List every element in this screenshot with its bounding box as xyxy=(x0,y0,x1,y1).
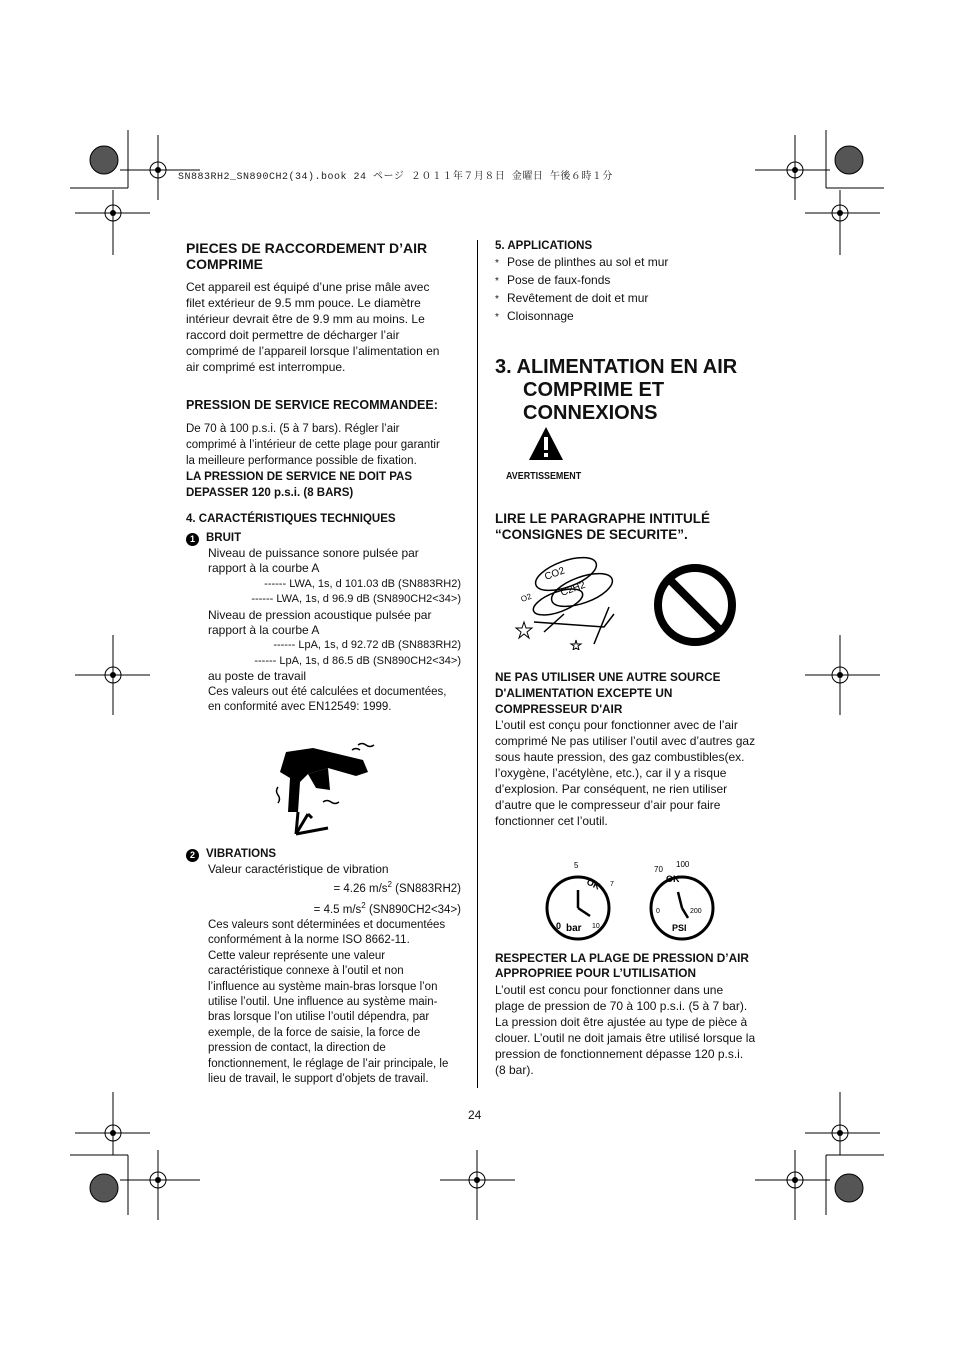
vibrations-heading: 2 VIBRATIONS xyxy=(186,846,461,862)
nailer-vibration-illustration xyxy=(268,742,378,844)
svg-text:5: 5 xyxy=(574,861,579,870)
list-item: * Pose de faux-fonds xyxy=(495,273,611,287)
chapter-title: 3. ALIMENTATION EN AIR COMPRIME ET CONNEXIONS xyxy=(495,356,738,424)
pressure-gauge-psi-icon xyxy=(648,856,728,946)
number-two-badge: 2 xyxy=(186,849,199,862)
svg-text:200: 200 xyxy=(690,908,702,915)
warning-label: AVERTISSEMENT xyxy=(506,470,582,482)
nepas-title: NE PAS UTILISER UNE AUTRE SOURCE D'ALIMENTATION EXCEPTE UN COMPRESSEUR D'AIR xyxy=(495,670,721,716)
svg-text:O2: O2 xyxy=(519,591,533,604)
prohibition-icon xyxy=(652,562,738,648)
vibrations-block xyxy=(186,846,461,1087)
svg-text:bar: bar xyxy=(566,923,582,934)
gas-cylinders-illustration xyxy=(514,552,622,650)
applications-list xyxy=(495,254,775,326)
vibrations-details: Valeur caractéristique de vibration = 4.26 $m/s^2$ (SN883RH2) = 4.5 $m/s^2$ (SN890CH2<34>) Ces valeurs sont déterminées et documentées conformément à la norme ISO 8662-11. Cette valeur représente une valeur caractéristique connexe à l’outil et non l’influence au système main-bras lorsque l’on utilise l’outil. Une influence au système main- bras lorsque l’on utilise l’outil dépendra, par exemple, de la force de saisie, la force de pression de contact, la direction de fonctionnement, le réglage de l’air principale, le lieu de travail, le support d’objets de travail. xyxy=(208,862,461,1085)
warning-triangle-icon xyxy=(526,424,566,464)
respect-title: RESPECTER LA PLAGE DE PRESSION D’AIR APPROPRIEE POUR L’UTILISATION xyxy=(495,951,749,980)
right-column xyxy=(495,238,775,425)
svg-text:7: 7 xyxy=(610,881,614,888)
svg-text:PSI: PSI xyxy=(672,923,687,933)
svg-text:CO2: CO2 xyxy=(543,565,567,583)
column-divider xyxy=(477,240,478,1088)
svg-text:70: 70 xyxy=(654,865,663,874)
pressure-gauge-bar-icon xyxy=(540,856,620,946)
svg-text:100: 100 xyxy=(676,860,690,869)
bruit-details: Niveau de puissance sonore pulsée par rapport à la courbe A ------ LWA, 1s, d 101.03 dB (SN883RH2) ------ LWA, 1s, d 96.9 dB (SN890CH2<34>) Niveau de pression acoustique pulsée par rapport à la courbe A ------ LpA, 1s, d 92.72 dB (SN883RH2) ------ LpA, 1s, d 86.5 dB (SN890CH2<34>) au poste de travail Ces valeurs out été calculées et documentées, en conformité avec EN12549: 1999. xyxy=(208,546,461,714)
list-item: * Cloisonnage xyxy=(495,309,574,323)
pression-body: De 70 à 100 p.s.i. (5 à 7 bars). Régler l’air comprimé à l’intérieur de cette plage pour garantir la meilleure performance possible de fixation. xyxy=(186,423,440,467)
svg-text:0: 0 xyxy=(656,908,660,915)
raccordement-body: Cet appareil est équipé d’une prise mâle avec filet extérieur de 9.5 mm pouce. Le diamètre intérieur devrait être de 9.9 mm au moins. Le raccord doit permettre de décharger l’air comprimé de l’appareil lorsque l’alimentation en air comprimé est interrompue. xyxy=(186,280,440,374)
svg-text:10: 10 xyxy=(592,923,600,930)
section-title-raccordement: PIECES DE RACCORDEMENT D’AIR COMPRIME xyxy=(186,240,428,272)
applications-title: 5. APPLICATIONS xyxy=(495,240,593,252)
svg-text:OK: OK xyxy=(585,876,602,892)
number-one-badge: 1 xyxy=(186,533,199,546)
respect-body: L’outil est concu pour fonctionner dans une plage de pression de 70 à 100 p.s.i. (5 à 7 bar). La pression doit être ajustée au type de pièce à clouer. L’outil ne doit jamais être utilisé lorsque la pression de fonctionnement dépasse 120 p.s.i. (8 bar). xyxy=(495,983,756,1077)
bruit-heading: 1 BRUIT xyxy=(186,530,461,546)
section-title-pression: PRESSION DE SERVICE RECOMMANDEE: xyxy=(186,398,438,412)
section-title-caracteristiques: 4. CARACTÉRISTIQUES TECHNIQUES xyxy=(186,513,396,525)
pression-warning: LA PRESSION DE SERVICE NE DOIT PAS DEPASSER 120 p.s.i. (8 BARS) xyxy=(186,471,412,499)
svg-text:OK: OK xyxy=(666,874,680,884)
lire-title: LIRE LE PARAGRAPHE INTITULÉ “CONSIGNES DE SECURITE”. xyxy=(495,511,711,542)
list-item: * Pose de plinthes au sol et mur xyxy=(495,255,669,269)
nepas-body: L’outil est conçu pour fonctionner avec de l’air comprimé Ne pas utiliser l’outil avec d’autres gaz sous haute pression, des gaz combustibles(ex. l’oxygène, l’acétylène, etc.), car il y a risque d’explosion. Par conséquent, ne rien utiliser d’autre que le compresseur d’air pour faire fonctionner cet l’outil. xyxy=(495,718,756,828)
print-header-line: SN883RH2_SN890CH2(34).book 24 ページ ２０１１年７月８日 金曜日 午後６時１分 xyxy=(178,172,613,183)
page-number: 24 xyxy=(468,1108,482,1122)
list-item: * Revêtement de doit et mur xyxy=(495,291,649,305)
svg-text:0: 0 xyxy=(556,921,562,931)
svg-text:C2H2: C2H2 xyxy=(559,579,588,599)
left-column xyxy=(186,240,461,715)
